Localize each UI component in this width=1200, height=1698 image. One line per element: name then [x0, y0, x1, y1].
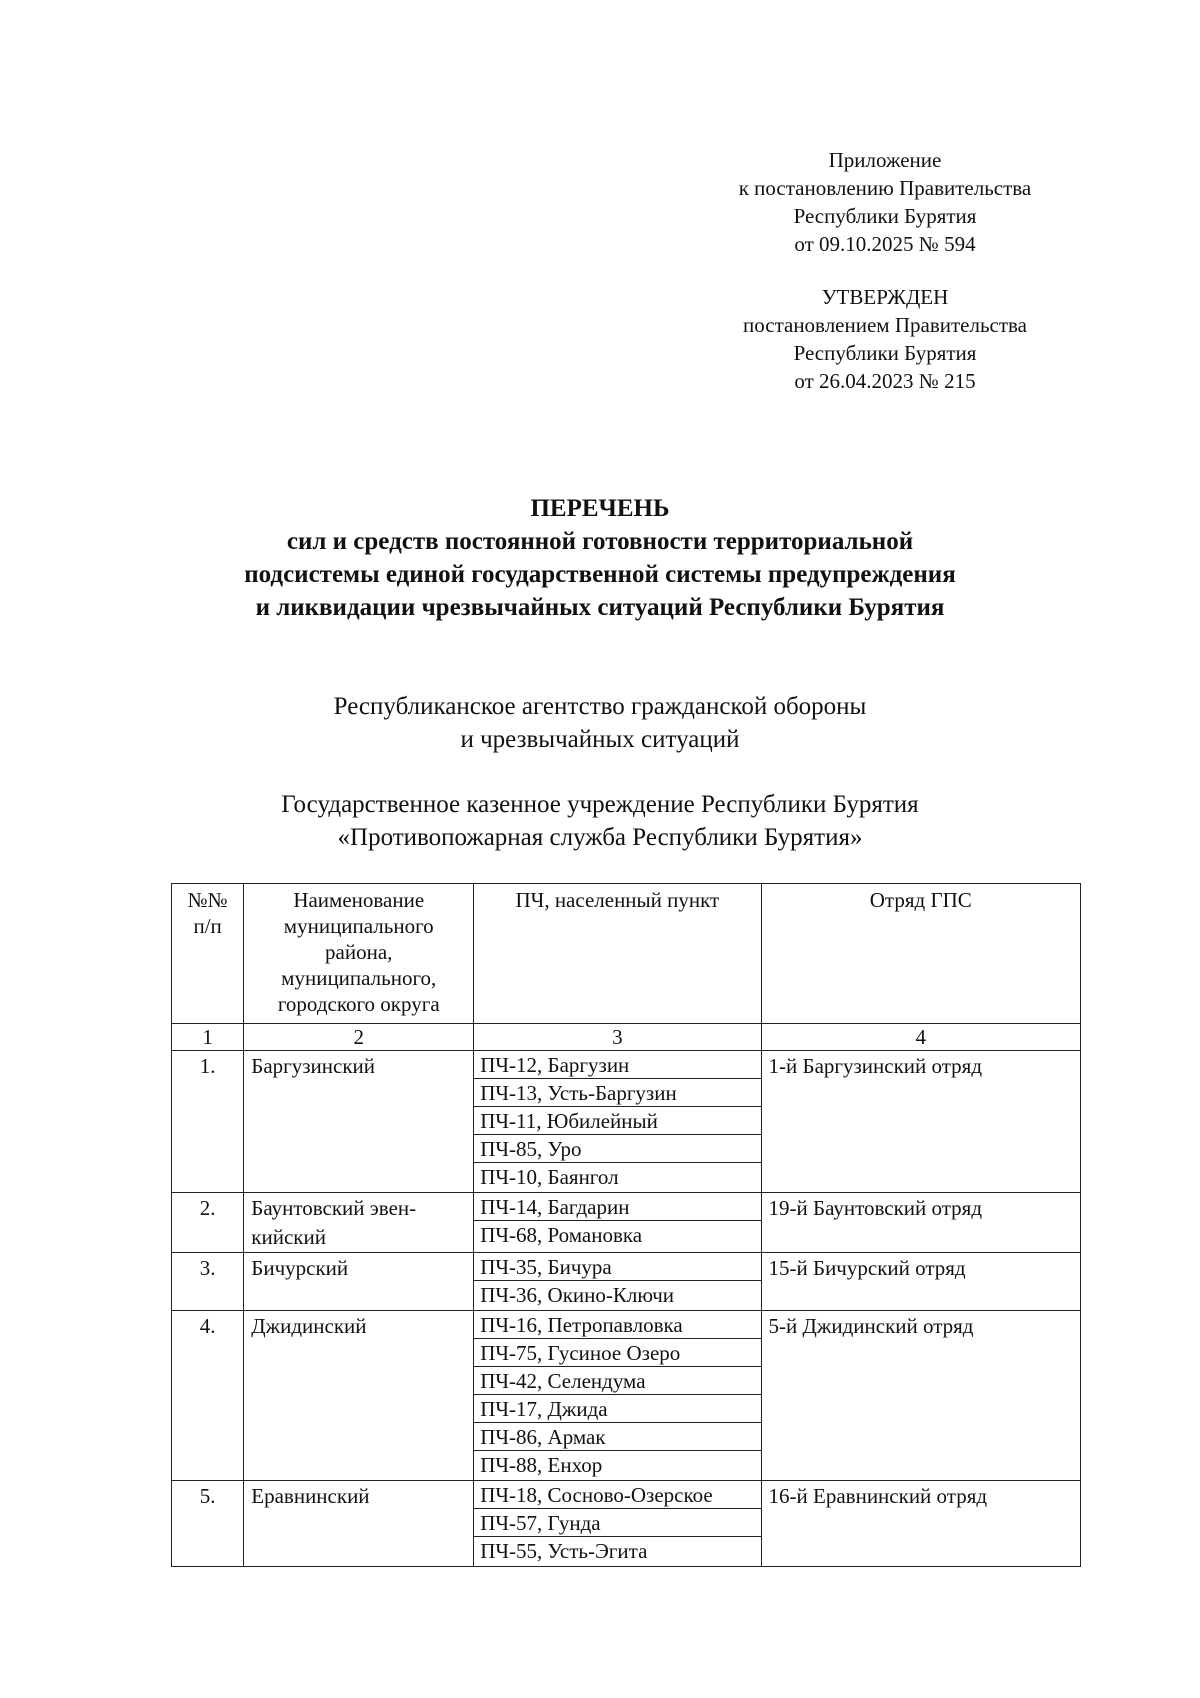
municipality-cell: Еравнинский: [244, 1481, 474, 1567]
pch-item: ПЧ-13, Усть-Баргузин: [474, 1079, 760, 1107]
institution-heading: [100, 788, 1100, 854]
pch-item: ПЧ-16, Петропавловка: [474, 1311, 760, 1339]
row-number: 4.: [172, 1311, 244, 1481]
pch-cell: [474, 1193, 761, 1253]
pch-item: ПЧ-18, Сосново-Озерское: [474, 1481, 760, 1509]
title-line: и ликвидации чрезвычайных ситуаций Республики Бурятия: [255, 594, 945, 621]
institution-line: Государственное казенное учреждение Республики Бурятия: [281, 791, 919, 818]
municipality-cell: Джидинский: [244, 1311, 474, 1481]
pch-cell: [474, 1253, 761, 1311]
header-municipality: [244, 884, 474, 1024]
header-municipality-line: района,: [325, 940, 393, 964]
column-number: 2: [244, 1024, 474, 1051]
approved-line: Республики Бурятия: [793, 341, 977, 365]
document-title: [100, 492, 1100, 624]
row-number: 3.: [172, 1253, 244, 1311]
pch-item: ПЧ-68, Романовка: [480, 1223, 643, 1247]
gps-cell: 1-й Баргузинский отряд: [761, 1051, 1080, 1193]
pch-item: ПЧ-35, Бичура: [474, 1253, 760, 1281]
pch-item: ПЧ-88, Енхор: [480, 1453, 603, 1477]
annex-line: от 09.10.2025 № 594: [794, 232, 976, 256]
table-row: [172, 1193, 1081, 1253]
agency-line: и чрезвычайных ситуаций: [460, 726, 740, 753]
header-municipality-line: городского округа: [277, 992, 440, 1016]
column-number: 1: [172, 1024, 244, 1051]
row-number: 1.: [172, 1051, 244, 1193]
pch-item: ПЧ-36, Окино-Ключи: [480, 1283, 675, 1307]
annex-block: [700, 146, 1070, 258]
annex-line: Приложение: [828, 148, 942, 172]
header-gps: Отряд ГПС: [761, 884, 1080, 1024]
approved-line: УТВЕРЖДЕН: [821, 285, 949, 309]
header-pch: ПЧ, населенный пункт: [474, 884, 761, 1024]
pch-item: ПЧ-85, Уро: [474, 1135, 760, 1163]
pch-item: ПЧ-17, Джида: [474, 1395, 760, 1423]
header-municipality-line: Наименование: [293, 888, 425, 912]
municipality-cell: Бичурский: [244, 1253, 474, 1311]
header-num-line: №№: [187, 888, 228, 912]
pch-item: ПЧ-55, Усть-Эгита: [480, 1539, 648, 1563]
header-num-line: п/п: [193, 914, 222, 938]
approved-block: [700, 283, 1070, 395]
row-number: 5.: [172, 1481, 244, 1567]
gps-cell: 5-й Джидинский отряд: [761, 1311, 1080, 1481]
agency-line: Республиканское агентство гражданской обороны: [333, 693, 867, 720]
pch-cell: [474, 1051, 761, 1193]
table-row: [172, 1481, 1081, 1567]
municipality-line: кийский: [251, 1225, 326, 1249]
header-num: [172, 884, 244, 1024]
header-municipality-line: муниципального,: [281, 966, 437, 990]
municipality-cell: Баргузинский: [244, 1051, 474, 1193]
gps-cell: 16-й Еравнинский отряд: [761, 1481, 1080, 1567]
institution-line: «Противопожарная служба Республики Бурятия»: [337, 824, 863, 851]
gps-cell: 19-й Баунтовский отряд: [761, 1193, 1080, 1253]
pch-item: ПЧ-42, Селендума: [474, 1367, 760, 1395]
pch-item: ПЧ-11, Юбилейный: [474, 1107, 760, 1135]
title-line: подсистемы единой государственной системы предупреждения: [244, 561, 956, 588]
agency-heading: [100, 690, 1100, 756]
title-line: ПЕРЕЧЕНЬ: [530, 495, 670, 522]
pch-item: ПЧ-10, Баянгол: [480, 1165, 619, 1189]
pch-cell: [474, 1311, 761, 1481]
pch-item: ПЧ-14, Багдарин: [474, 1193, 760, 1221]
approved-line: постановлением Правительства: [742, 313, 1027, 337]
column-number-row: [172, 1024, 1081, 1051]
pch-item: ПЧ-12, Баргузин: [474, 1051, 760, 1079]
annex-line: Республики Бурятия: [793, 204, 977, 228]
municipality-line: Баунтовский эвен-: [251, 1196, 417, 1220]
row-number: 2.: [172, 1193, 244, 1253]
annex-line: к постановлению Правительства: [738, 176, 1032, 200]
gps-cell: 15-й Бичурский отряд: [761, 1253, 1080, 1311]
pch-cell: [474, 1481, 761, 1567]
table-row: [172, 1051, 1081, 1193]
table-row: [172, 1311, 1081, 1481]
table-header-row: [172, 884, 1081, 1024]
table-row: [172, 1253, 1081, 1311]
title-line: сил и средств постоянной готовности территориальной: [286, 528, 914, 555]
approved-line: от 26.04.2023 № 215: [794, 369, 976, 393]
column-number: 3: [474, 1024, 761, 1051]
pch-item: ПЧ-75, Гусиное Озеро: [474, 1339, 760, 1367]
pch-item: ПЧ-86, Армак: [474, 1423, 760, 1451]
forces-table: [171, 883, 1081, 1567]
pch-item: ПЧ-57, Гунда: [474, 1509, 760, 1537]
municipality-cell: [244, 1193, 474, 1253]
header-municipality-line: муниципального: [283, 914, 434, 938]
column-number: 4: [761, 1024, 1080, 1051]
